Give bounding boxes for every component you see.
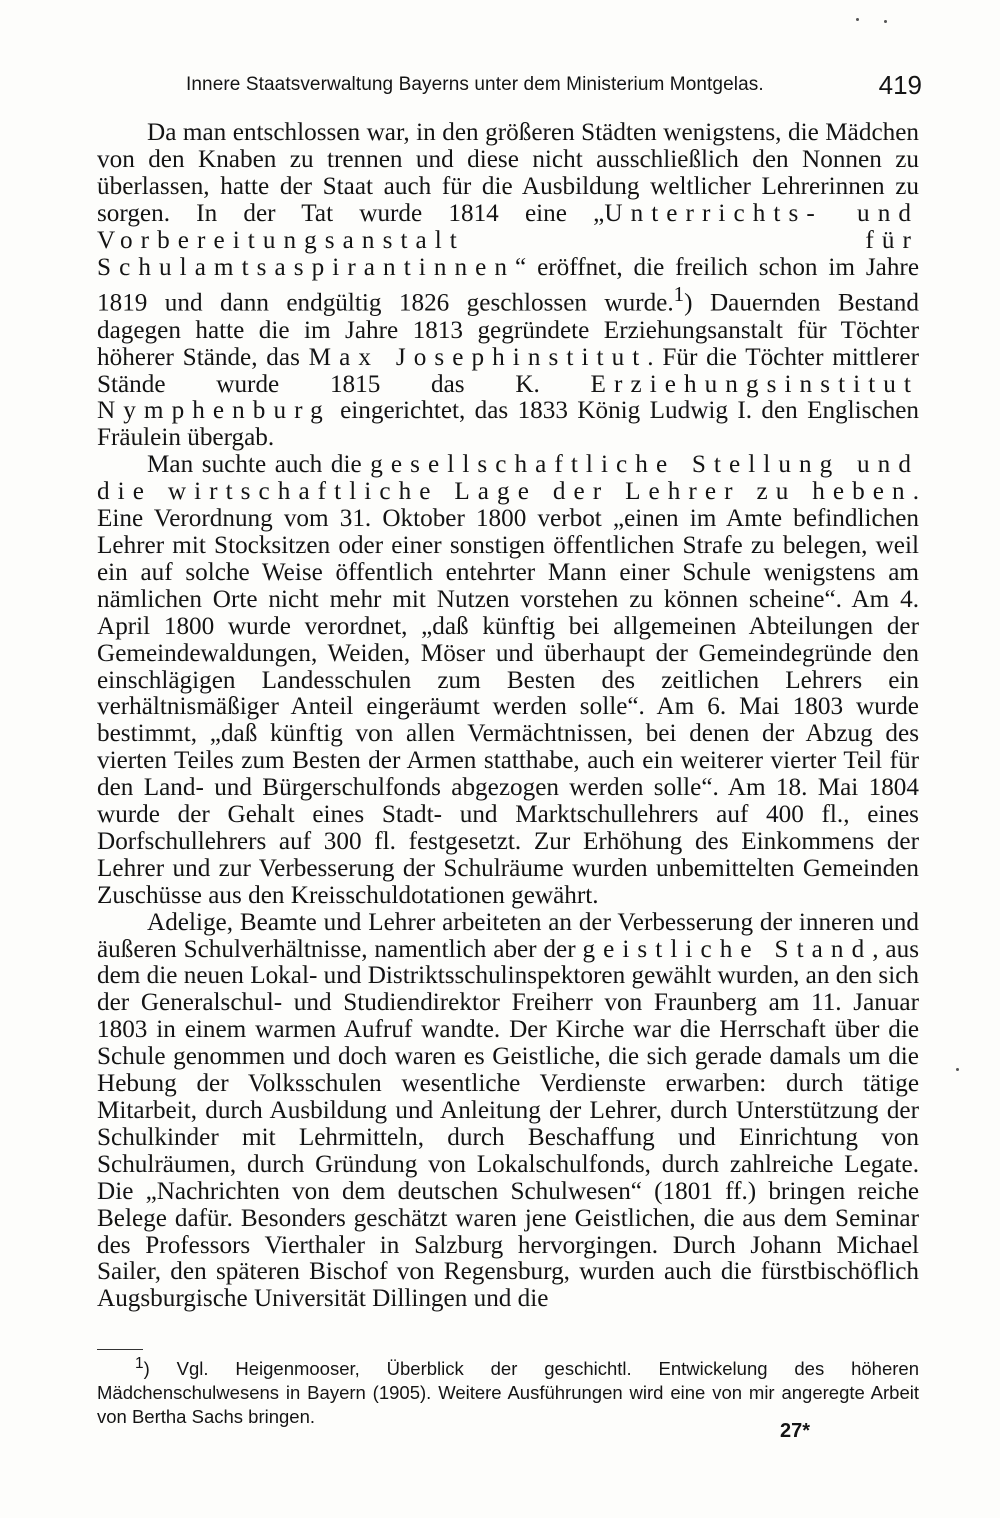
text-run: ) Dauernden Bestand dagegen hatte die im Jahre 1813 gegründete Erziehungsanstalt für Töchter höherer Stände, das [97, 289, 919, 371]
text-run: “ eröffnet, die freilich schon im Jahre 1819 und dann endgültig 1826 geschlossen wurde. [97, 253, 919, 317]
scan-speck [884, 20, 887, 23]
body-text [97, 120, 919, 1313]
footnote-text: ) Vgl. Heigenmooser, Überblick der geschichtl. Entwickelung des höheren Mädchenschulwesens in Bayern (1905). Weitere Ausführungen wird eine von mir angeregte Arbeit von Bertha Sachs bringen. [97, 1358, 919, 1428]
text-run: . Eine Verordnung vom 31. Oktober 1800 verbot „einen im Amte befindlichen Lehrer mit Stocksitzen oder einer sonstigen öffentlichen Strafe zu belegen, weil ein auf solche Weise öffentlich entehrter Mann einer Schule wenigstens am nämlichen Orte nicht mehr mit Nutzen vorstehen zu können scheine“. Am 4. April 1800 wurde verordnet, „daß künftig bei allgemeinen Abteilungen der Gemeindewaldungen, Weiden, Möser und überhaupt der Gemeindegründe den einschlägigen Landesschulen zum Besten des zeitlichen Lehrers ein verhältnismäßiger Anteil eingeräumt werden solle“. Am 6. Mai 1803 wurde bestimmt, „daß künftig von allen Vermächtnissen, bei denen der Abzug des vierten Teiles zum Besten der Armen statthabe, auch ein weiterer vierter Teil für den Land- und Bürgerschulfonds abgezogen werden solle“. Am 18. Mai 1804 wurde der Gehalt eines Stadt- und Marktschullehrers auf 400 fl., eines Dorfschullehrers auf 300 fl. festgesetzt. Zur Erhöhung des Einkommens der Lehrer und zur Verbesserung der Schulräume wurden unbemittelten Gemeinden Zuschüsse aus den Kreisschuldotationen gewährt. [97, 478, 919, 909]
signature-mark: 27* [780, 1420, 811, 1442]
spaced-emphasis: Unterrichts- und Vorbereitungsanstalt für Schulamtsaspirantinnen [97, 199, 920, 281]
page-header [186, 70, 922, 104]
footnote-marker: 1 [135, 1355, 144, 1372]
footnote-rule [97, 1349, 143, 1350]
text-run: Adelige, Beamte und Lehrer arbeiteten an der Verbesserung der inneren und äußeren Schulverhältnisse, namentlich aber der [97, 908, 919, 963]
text-run: . Für die Töchter mittlerer Stände wurde 1815 das K. [97, 343, 920, 398]
text-run: eingerichtet, das 1833 König Ludwig I. den Englischen Fräulein übergab. [97, 397, 919, 452]
footnote [97, 1352, 919, 1429]
paragraph-3 [97, 910, 919, 1314]
scan-speck [856, 18, 859, 21]
text-run: Man suchte auch die [147, 451, 371, 479]
paragraph-1 [97, 120, 919, 452]
paragraph-2 [97, 452, 919, 909]
spaced-emphasis: gesellschaftliche Stellung und die wirtschaftliche Lage der Lehrer zu heben [97, 451, 919, 506]
running-head: Innere Staatsverwaltung Bayerns unter dem Ministerium Montgelas. [186, 74, 764, 95]
spaced-emphasis: Erziehungsinstitut Nymphenburg [97, 370, 919, 425]
footnote-reference: 1 [673, 282, 685, 307]
scan-speck [956, 1068, 959, 1071]
text-run: Da man entschlossen war, in den größeren Städten wenigstens, die Mädchen von den Knaben zu trennen und diese nicht ausschließlich den Nonnen zu überlassen, hatte der Staat auch für die Ausbildung weltlicher Lehrerinnen zu sorgen. In der Tat wurde 1814 eine „ [97, 119, 919, 227]
spaced-emphasis: Max Josephinstitut [308, 343, 648, 371]
spaced-emphasis: geistliche Stand [582, 935, 873, 963]
page-number: 419 [878, 70, 922, 100]
text-run: , aus dem die neuen Lokal- und Distriktsschulinspektoren gewählt wurden, an den sich der Generalschul- und Studiendirektor Freiherr von Fraunberg am 11. Januar 1803 in einem warmen Aufruf wandte. Der Kirche war die Herrschaft über die Schule genommen und doch waren es Geistliche, die sich gerade damals um die Hebung der Volksschulen wesentliche Verdienste erwarben: durch tätige Mitarbeit, durch Ausbildung und Anleitung der Lehrer, durch Unterstützung der Schulkinder mit Lehrmitteln, durch Beschaffung und Einrichtung von Schulräumen, durch Gründung von Lokalschulfonds, durch zahlreiche Legate. Die „Nachrichten von dem deutschen Schulwesen“ (1801 ff.) bringen reiche Belege dafür. Besonders geschätzt waren jene Geistlichen, die aus dem Seminar des Professors Vierthaler in Salzburg hervorgingen. Durch Johann Michael Sailer, den späteren Bischof von Regensburg, wurden auch die fürstbischöflich Augsburgische Universität Dillingen und die [97, 935, 919, 1313]
